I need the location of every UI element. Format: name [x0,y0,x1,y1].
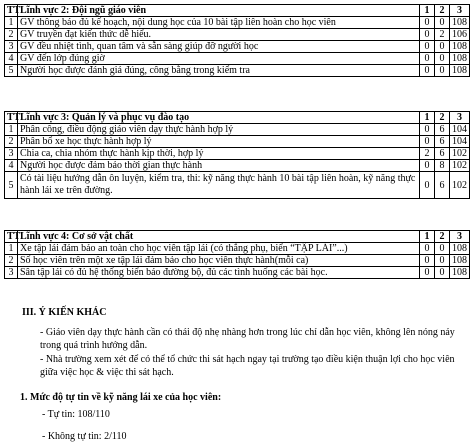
col-tt: TT [5,5,18,17]
cell-3: 102 [450,172,470,199]
row-text: Số học viên trên một xe tập lái đảm bảo cho học viên thực hành(mỗi ca) [18,255,420,267]
cell-3: 108 [450,65,470,77]
cell-3: 104 [450,124,470,136]
answer-option: - Không tự tin: 2/110 [42,431,127,442]
cell-2: 0 [435,65,450,77]
table-row [5,267,470,279]
cell-2: 0 [435,41,450,53]
col-2: 2 [435,231,450,243]
col-tt: TT [5,231,18,243]
col-3: 3 [450,112,470,124]
row-text: GV đều nhiệt tình, quan tâm và sẵn sàng giúp đỡ người học [18,41,420,53]
cell-1: 0 [420,124,435,136]
col-1: 1 [420,112,435,124]
cell-3: 102 [450,148,470,160]
table-title: Lĩnh vực 2: Đội ngũ giáo viên [18,5,420,17]
cell-2: 0 [435,53,450,65]
cell-1: 0 [420,160,435,172]
table-quan-ly-dao-tao [4,111,470,199]
cell-1: 2 [420,148,435,160]
col-1: 1 [420,231,435,243]
table-row [5,243,470,255]
cell-2: 0 [435,243,450,255]
cell-3: 108 [450,17,470,29]
col-tt: TT [5,112,18,124]
col-2: 2 [435,5,450,17]
cell-3: 108 [450,53,470,65]
row-text: Chia ca, chia nhóm thực hành kịp thời, hợp lý [18,148,420,160]
cell-1: 0 [420,243,435,255]
table-title: Lĩnh vực 4: Cơ sở vật chất [18,231,420,243]
row-index: 2 [5,255,18,267]
row-index: 3 [5,41,18,53]
cell-3: 104 [450,136,470,148]
row-text: Phân bổ xe học thực hành hợp lý [18,136,420,148]
table-title: Lĩnh vực 3: Quản lý và phục vụ đào tạo [18,112,420,124]
cell-2: 0 [435,267,450,279]
cell-1: 0 [420,172,435,199]
row-index: 1 [5,17,18,29]
cell-2: 6 [435,124,450,136]
row-text: Phân công, điều động giáo viên dạy thực hành hợp lý [18,124,420,136]
cell-3: 108 [450,255,470,267]
table-row [5,136,470,148]
cell-3: 108 [450,243,470,255]
row-text: Sân tập lái có đủ hệ thống biển báo đường bộ, đủ các tình huống các bài học. [18,267,420,279]
cell-1: 0 [420,65,435,77]
col-1: 1 [420,5,435,17]
table-row [5,17,470,29]
table-header-row [5,5,470,17]
row-index: 4 [5,160,18,172]
cell-1: 0 [420,255,435,267]
section-title-y-kien-khac: III. Ý KIẾN KHÁC [22,307,107,318]
table-row [5,172,470,199]
table-header-row [5,112,470,124]
cell-1: 0 [420,53,435,65]
cell-1: 0 [420,136,435,148]
cell-1: 0 [420,17,435,29]
cell-2: 6 [435,136,450,148]
table-row [5,41,470,53]
cell-2: 2 [435,29,450,41]
col-3: 3 [450,231,470,243]
row-text: Có tài liệu hướng dẫn ôn luyện, kiểm tra, thi: kỹ năng thực hành 10 bài tập liên hoàn, kỹ năng thực hành lái xe trên đường. [18,172,420,199]
answer-option: - Tự tin: 108/110 [42,409,110,420]
comment-paragraph: - Nhà trường xem xét để có thể tổ chức thi sát hạch ngay tại trường tạo điều kiện thuận lợi cho học viên giữa việc học & việc thi sát hạch. [40,354,455,378]
row-text: GV đến lớp đúng giờ [18,53,420,65]
table-row [5,29,470,41]
table-header-row [5,231,470,243]
table-row [5,255,470,267]
row-index: 3 [5,267,18,279]
table-row [5,53,470,65]
row-text: Người học được đảm bảo thời gian thực hành [18,160,420,172]
row-index: 5 [5,65,18,77]
table-row [5,160,470,172]
cell-3: 108 [450,267,470,279]
row-index: 4 [5,53,18,65]
cell-2: 8 [435,160,450,172]
cell-1: 0 [420,267,435,279]
table-co-so-vat-chat [4,230,470,279]
row-index: 2 [5,29,18,41]
row-text: GV truyền đạt kiến thức dễ hiểu. [18,29,420,41]
cell-3: 108 [450,41,470,53]
cell-3: 102 [450,160,470,172]
table-doi-ngu-giao-vien [4,4,470,77]
table-row [5,124,470,136]
cell-2: 6 [435,172,450,199]
cell-1: 0 [420,29,435,41]
comment-paragraph: - Giáo viên dạy thực hành cần có thái độ nhẹ nhàng hơn trong lúc chỉ dẫn học viên, không lên nóng nảy trong quá trình hướng dẫn. [40,327,455,351]
row-index: 5 [5,172,18,199]
cell-2: 0 [435,255,450,267]
question-title: 1. Mức độ tự tin về kỹ năng lái xe của học viên: [20,392,222,403]
row-text: Xe tập lái đảm bảo an toàn cho học viên tập lái (có thắng phụ, biển “TẬP LÁI”...) [18,243,420,255]
cell-1: 0 [420,41,435,53]
cell-2: 0 [435,17,450,29]
col-2: 2 [435,112,450,124]
col-3: 3 [450,5,470,17]
row-index: 2 [5,136,18,148]
cell-3: 106 [450,29,470,41]
row-index: 1 [5,243,18,255]
row-index: 3 [5,148,18,160]
row-text: GV thông báo đủ kế hoạch, nội dung học của 10 bài tập liên hoàn cho học viên [18,17,420,29]
table-row [5,148,470,160]
row-index: 1 [5,124,18,136]
row-text: Người học được đánh giá đúng, công bằng trong kiểm tra [18,65,420,77]
cell-2: 6 [435,148,450,160]
table-row [5,65,470,77]
